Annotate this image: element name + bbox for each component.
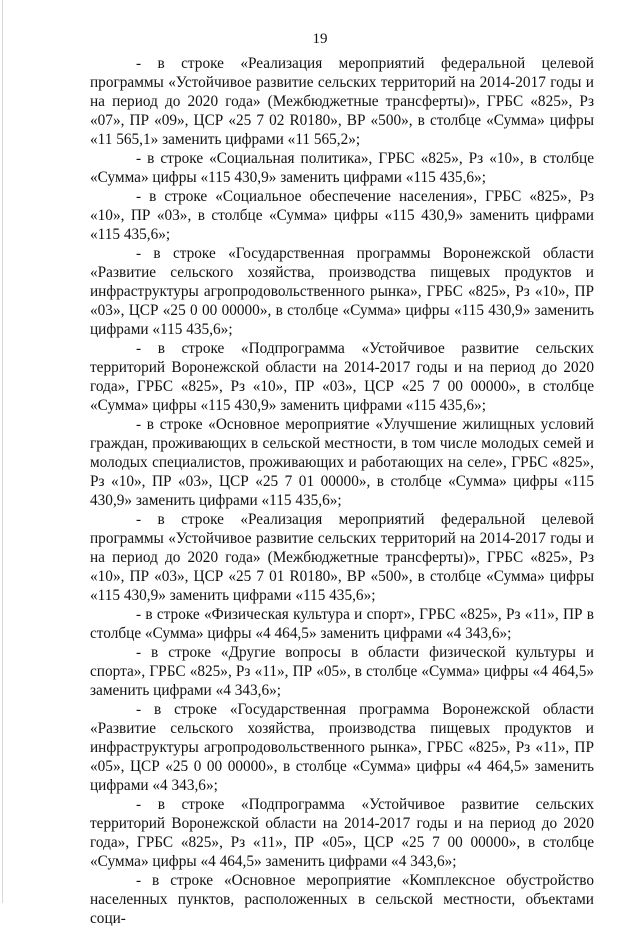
paragraph: - в строке «Реализация мероприятий федеральной целевой программы «Устойчивое развитие сельских территорий на 2014-2017 годы и на период до 2020 года» (Межбюджетные трансферты)», ГРБС «825», Рз «10», ПР «03», ЦСР «25 7 01 R0180», ВР «500», в столбце «Сумма» цифры «115 430,9» заменить цифрами «115 435,6»; [90,511,594,604]
paragraph: - в строке «Социальная политика», ГРБС «825», Рз «10», в столбце «Сумма» цифры «115 430,9» заменить цифрами «115 435,6»; [90,150,594,186]
paragraph: - в строке «Другие вопросы в области физической культуры и спорта», ГРБС «825», Рз «11», ПР «05», в столбце «Сумма» цифры «4 464,5» заменить цифрами «4 343,6»; [90,644,594,699]
paragraph: - в строке «Подпрограмма «Устойчивое развитие сельских территорий Воронежской области на 2014-2017 годы и на период до 2020 года», ГРБС «825», Рз «11», ПР «05», ЦСР «25 7 00 00000», в столбце «Сумма» цифры «4 464,5» заменить цифрами «4 343,6»; [90,796,594,870]
scan-edge-line [2,0,3,903]
page-number: 19 [312,31,328,47]
document-body [90,54,594,928]
paragraph: - в строке «Подпрограмма «Устойчивое развитие сельских территорий Воронежской области на 2014-2017 годы и на период до 2020 года», ГРБС «825», Рз «10», ПР «03», ЦСР «25 7 00 00000», в столбце «Сумма» цифры «115 430,9» заменить цифрами «115 435,6»; [90,340,594,414]
paragraph: - в строке «Социальное обеспечение населения», ГРБС «825», Рз «10», ПР «03», в столбце «Сумма» цифры «115 430,9» заменить цифрами «115 435,6»; [90,188,594,243]
paragraph: - в строке «Реализация мероприятий федеральной целевой программы «Устойчивое развитие сельских территорий на 2014-2017 годы и на период до 2020 года» (Межбюджетные трансферты)», ГРБС «825», Рз «07», ПР «09», ЦСР «25 7 02 R0180», ВР «500», в столбце «Сумма» цифры «11 565,1» заменить цифрами «11 565,2»; [90,55,594,148]
paragraph: - в строке «Государственная программа Воронежской области «Развитие сельского хозяйства, производства пищевых продуктов и инфраструктуры агропродовольственного рынка», ГРБС «825», Рз «11», ПР «05», ЦСР «25 0 00 00000», в столбце «Сумма» цифры «4 464,5» заменить цифрами «4 343,6»; [90,701,594,794]
paragraph: - в строке «Физическая культура и спорт», ГРБС «825», Рз «11», ПР в столбце «Сумма» цифры «4 464,5» заменить цифрами «4 343,6»; [90,606,594,642]
paragraph: - в строке «Государственная программы Воронежской области «Развитие сельского хозяйства, производства пищевых продуктов и инфраструктуры агропродовольственного рынка», ГРБС «825», Рз «10», ПР «03», ЦСР «25 0 00 00000», в столбце «Сумма» цифры «115 430,9» заменить цифрами «115 435,6»; [90,245,594,338]
paragraph: - в строке «Основное мероприятие «Комплексное обустройство населенных пунктов, расположенных в сельской местности, объектами соци- [90,872,594,927]
paragraph: - в строке «Основное мероприятие «Улучшение жилищных условий граждан, проживающих в сельской местности, в том числе молодых семей и молодых специалистов, проживающих и работающих на селе», ГРБС «825», Рз «10», ПР «03», ЦСР «25 7 01 00000», в столбце «Сумма» цифры «115 430,9» заменить цифрами «115 435,6»; [90,416,594,509]
